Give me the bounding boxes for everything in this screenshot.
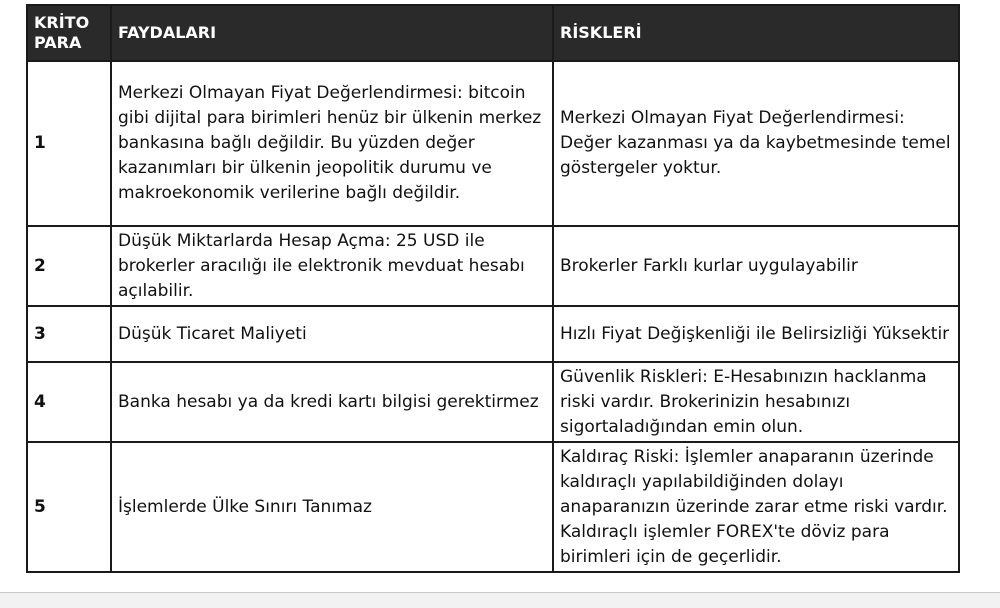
row-number: 5 bbox=[27, 442, 111, 572]
benefit-cell: Düşük Ticaret Maliyeti bbox=[111, 306, 553, 362]
risk-cell: Merkezi Olmayan Fiyat Değerlendirmesi: Değer kazanması ya da kaybetmesinde temel göstergeler yoktur. bbox=[553, 61, 959, 226]
row-number: 1 bbox=[27, 61, 111, 226]
risk-cell: Hızlı Fiyat Değişkenliği ile Belirsizliği Yüksektir bbox=[553, 306, 959, 362]
benefit-cell: Merkezi Olmayan Fiyat Değerlendirmesi: bitcoin gibi dijital para birimleri henüz bir ülkenin merkez bankasına bağlı değildir. Bu yüzden değer kazanımları bir ülkenin jeopolitik durumu ve makroekonomik verilerine bağlı değildir. bbox=[111, 61, 553, 226]
benefit-cell: İşlemlerde Ülke Sınırı Tanımaz bbox=[111, 442, 553, 572]
risk-cell: Güvenlik Riskleri: E-Hesabınızın hacklanma riski vardır. Brokerinizin hesabınızı sigortaladığından emin olun. bbox=[553, 362, 959, 442]
header-kripto-line1: KRİTO bbox=[34, 13, 90, 32]
table-row bbox=[27, 306, 959, 362]
table-row bbox=[27, 442, 959, 572]
table-row bbox=[27, 61, 959, 226]
header-riskleri: RİSKLERİ bbox=[553, 5, 959, 61]
page-bottom-strip bbox=[0, 593, 1000, 608]
row-number: 4 bbox=[27, 362, 111, 442]
header-kripto-para bbox=[27, 5, 111, 61]
row-number: 2 bbox=[27, 226, 111, 306]
header-kripto-line2: PARA bbox=[34, 33, 82, 52]
table-row bbox=[27, 226, 959, 306]
table-row bbox=[27, 362, 959, 442]
header-faydalari: FAYDALARI bbox=[111, 5, 553, 61]
benefit-cell: Banka hesabı ya da kredi kartı bilgisi gerektirmez bbox=[111, 362, 553, 442]
table-header-row bbox=[27, 5, 959, 61]
row-number: 3 bbox=[27, 306, 111, 362]
benefit-cell: Düşük Miktarlarda Hesap Açma: 25 USD ile brokerler aracılığı ile elektronik mevduat hesabı açılabilir. bbox=[111, 226, 553, 306]
risk-cell: Kaldıraç Riski: İşlemler anaparanın üzerinde kaldıraçlı yapılabildiğinden dolayı anaparanızın üzerinde zarar etme riski vardır. Kaldıraçlı işlemler FOREX'te döviz para birimleri için de geçerlidir. bbox=[553, 442, 959, 572]
crypto-benefits-risks-table bbox=[26, 4, 960, 573]
risk-cell: Brokerler Farklı kurlar uygulayabilir bbox=[553, 226, 959, 306]
